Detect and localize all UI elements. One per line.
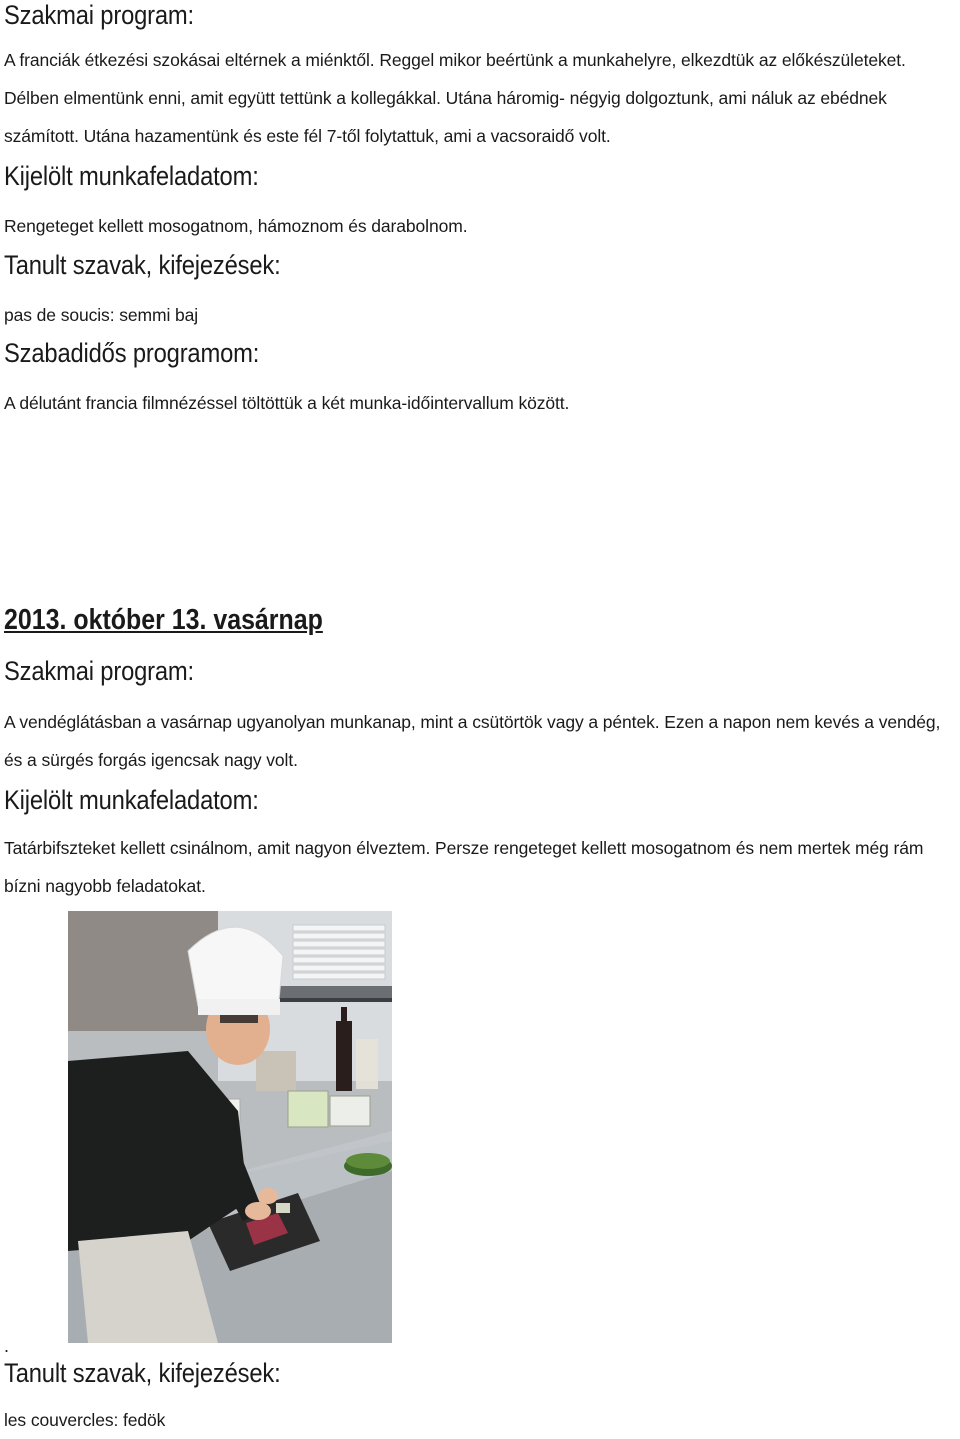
- paragraph-line: A franciák étkezési szokásai eltérnek a miénktől. Reggel mikor beértünk a munkahelyre, elkezdtük az előkészületeket.: [4, 50, 906, 70]
- chef-preparing-tartare-photo: [68, 911, 392, 1343]
- section-heading-assigned-task: Kijelölt munkafeladatom:: [4, 161, 259, 191]
- section-heading-assigned-task: Kijelölt munkafeladatom:: [4, 785, 259, 815]
- paragraph-line: A délutánt francia filmnézéssel töltöttük a két munka-időintervallum között.: [4, 393, 570, 413]
- section-heading-learned-words: Tanult szavak, kifejezések:: [4, 1358, 281, 1388]
- section-heading-learned-words: Tanult szavak, kifejezések:: [4, 250, 281, 280]
- photo-caption: .: [4, 1336, 10, 1356]
- section-heading-free-time: Szabadidős programom:: [4, 338, 260, 368]
- paragraph-line: bízni nagyobb feladatokat.: [4, 876, 206, 896]
- paragraph-line: számított. Utána hazamentünk és este fél 7-től folytattuk, ami a vacsoraidő volt.: [4, 126, 611, 146]
- paragraph-line: les couvercles: fedök: [4, 1410, 166, 1430]
- paragraph-line: A vendéglátásban a vasárnap ugyanolyan munkanap, mint a csütörtök vagy a péntek. Ezen a napon nem kevés a vendég,: [4, 712, 941, 732]
- paragraph-line: Tatárbifszteket kellett csinálnom, amit nagyon élveztem. Persze rengeteget kellett mosogatnom és nem mertek még rám: [4, 838, 924, 858]
- paragraph-line: Rengeteget kellett mosogatnom, hámoznom és darabolnom.: [4, 216, 468, 236]
- date-heading: 2013. október 13. vasárnap: [4, 604, 323, 636]
- paragraph-line: és a sürgés forgás igencsak nagy volt.: [4, 750, 298, 770]
- section-heading-professional-program: Szakmai program:: [4, 656, 194, 686]
- section-heading-professional-program: Szakmai program:: [4, 0, 194, 30]
- paragraph-line: pas de soucis: semmi baj: [4, 305, 199, 325]
- paragraph-line: Délben elmentünk enni, amit együtt tettünk a kollegákkal. Utána háromig- négyig dolgoztunk, ami náluk az ebédnek: [4, 88, 887, 108]
